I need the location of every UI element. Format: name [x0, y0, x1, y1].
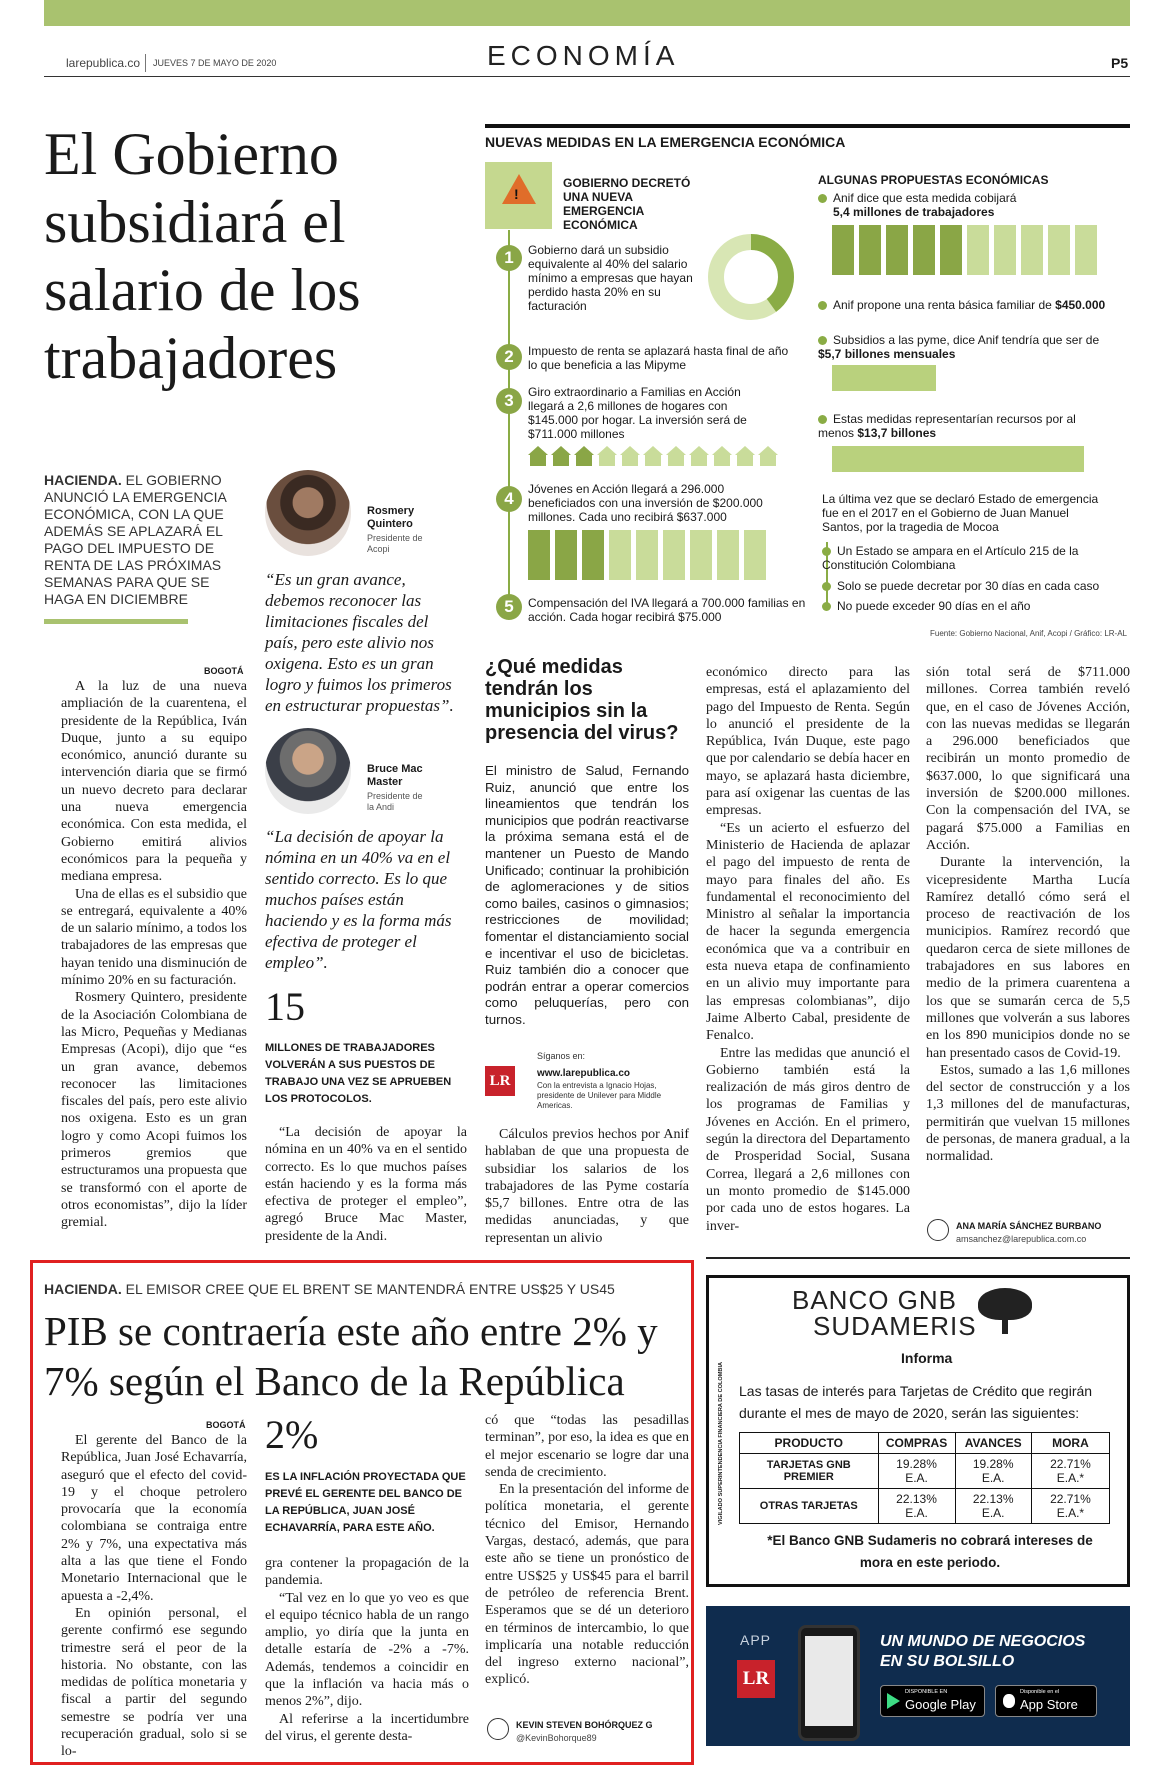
step-5-text: Compensación del IVA llegará a 700.000 familias en acción. Cada hogar recibirá $75.000	[528, 596, 806, 624]
bank-footnote: *El Banco GNB Sudameris no cobrará intereses de mora en este periodo.	[767, 1533, 1093, 1570]
bank-tree-icon	[974, 1288, 1036, 1334]
app-headline: UN MUNDO DE NEGOCIOS EN SU BOLSILLO	[880, 1633, 1086, 1670]
donut-chart	[706, 232, 796, 322]
rates-cell: 22.71% E.A.*	[1031, 1489, 1109, 1524]
quote2-name: Bruce Mac Master	[367, 763, 423, 788]
house-icon	[735, 446, 755, 466]
pib-col3-p1: có que “todas las pesadillas terminan”, por eso, la idea es que en el mejor escenario se logre dar una senda de crecimiento.	[485, 1413, 689, 1480]
pib-stat-value: 2%	[265, 1412, 319, 1457]
pib-lead	[44, 1281, 684, 1297]
infographic-source: Fuente: Gobierno Nacional, Anif, Acopi / Gráfico: LR-AL	[930, 629, 1127, 638]
main-col4	[706, 664, 910, 1235]
house-icon	[597, 446, 617, 466]
proposal-1-text: Anif dice que esta medida cobijará	[833, 191, 1017, 205]
main-col4-p2: “Es un acierto el esfuerzo del Ministerio de Hacienda de aplazar el pago del impuesto de renta de mayo para finales del año. Es fundamental el reconocimiento del Ministro al señalar la importancia de hacer la segunda emergencia económica que va a contribuir en esta nueva etapa de confinamiento en un alivio muy importante para las empresas colombianas”, dijo Jaime Alberto Cabal, presidente de Fenalco.	[706, 820, 910, 1044]
rates-cell: 22.13% E.A.	[955, 1489, 1031, 1524]
header-site[interactable]: larepublica.co	[66, 56, 141, 70]
pib-col1-p2: En opinión personal, el gerente confirmó ese segundo trimestre será el peor de la historia. No obstante, con las medidas de política monetaria y fiscal a partir del segundo semestre se podría ver una recuperación gradual, solo si se lo-	[61, 1605, 247, 1760]
rates-cell: 19.28% E.A.	[878, 1454, 955, 1489]
step-1-text: Gobierno dará un subsidio equivalente al 40% del salario mínimo a empresas que hayan perdido hasta 20% en su facturación	[528, 243, 693, 313]
proposal-3-text: Subsidios a las pyme, dice Anif tendría que ser de	[833, 333, 1100, 347]
person-icon	[636, 530, 658, 580]
step-5-number: 5	[496, 594, 522, 620]
google-small: DISPONIBLE EN	[905, 1689, 948, 1695]
follow-url[interactable]: www.larepublica.co	[537, 1068, 630, 1079]
pib-col2	[265, 1555, 469, 1745]
proposals-title: ALGUNAS PROPUESTAS ECONÓMICAS	[818, 173, 1049, 187]
main-lead	[44, 472, 242, 608]
proposal-2-bullet	[818, 301, 827, 310]
warning-icon-mark: !	[514, 186, 519, 202]
person-icon	[940, 225, 962, 275]
step-4-number: 4	[496, 486, 522, 512]
proposal-2-bold: $450.000	[1055, 298, 1106, 312]
rates-cell: TARJETAS GNB PREMIER	[740, 1454, 879, 1489]
main-col1-p3: Rosmery Quintero, presidente de la Asociación Colombiana de las Micro, Pequeñas y Medianas Empresas (Acopi), dijo que “es un gran avance, debemos reconocer las limitaciones fiscales del país, pero este alivio nos oxigena. Esto es un gran logro y como Acopi fuimos los primeros gremios que estructuramos una propuesta que se transformó con el aporte de otros economistas”, dijo la líder gremial.	[61, 990, 247, 1231]
person-icon	[832, 225, 854, 275]
author2-name: KEVIN STEVEN BOHÓRQUEZ G	[516, 1720, 653, 1730]
author1-email[interactable]: amsanchez@larepublica.com.co	[956, 1234, 1087, 1244]
main-col2-p1: “La decisión de apoyar la nómina en un 40% va en el sentido correcto. Es lo que muchos países están haciendo y es la forma más efectiva de proteger el empleo”, agregó Bruce Mac Master, presidente de la Andi.	[265, 1125, 467, 1244]
person-icon	[609, 530, 631, 580]
pib-col2-p2: “Tal vez en lo que yo veo es que el equipo técnico habla de un rango amplio, yo diría que la junta en detalle estaría de -2% a -7%. Además, tendemos a coincidir en que la inflación va hacia más o menos 2%”, dijo.	[265, 1590, 469, 1710]
proposal-3	[818, 333, 1118, 361]
main-lead-text: EL GOBIERNO ANUNCIÓ LA EMERGENCIA ECONÓMICA, CON LA QUE ADEMÁS SE APLAZARÁ EL PAGO DEL IMPUESTO DE RENTA DE LAS PRÓXIMAS SEMANAS PARA QUE SE HAGA EN DICIEMBRE	[44, 472, 227, 607]
phone-illustration	[798, 1625, 860, 1741]
step-2-text: Impuesto de renta se aplazará hasta final de año lo que beneficia a las Mipyme	[528, 344, 789, 372]
pib-col1-p1: El gerente del Banco de la República, Juan José Echavarría, aseguró que el efecto del covid-19 y el choque petrolero provocaría que la economía colombiana se contraiga entre 2% y 7%, una expectativa más alta a las que tiene el Fondo Monetario Internacional que le apuesta a -2,4%.	[61, 1433, 247, 1604]
step-1-number: 1	[496, 245, 522, 271]
proposal-2-text: Anif propone una renta básica familiar de	[833, 298, 1052, 312]
rates-cell: 19.28% E.A.	[955, 1454, 1031, 1489]
rates-cell: OTRAS TARJETAS	[740, 1489, 879, 1524]
history-text: La última vez que se declaró Estado de emergencia fue en el 2017 en el Gobierno de Juan Manuel Santos, por la tragedia de Mocoa	[822, 492, 1099, 534]
rates-header-cell: AVANCES	[955, 1433, 1031, 1454]
house-icon	[758, 446, 778, 466]
person-icon	[886, 225, 908, 275]
rates-header-cell: PRODUCTO	[740, 1433, 879, 1454]
section-rule	[706, 1257, 1130, 1259]
main-col1	[61, 678, 247, 1232]
proposal-2	[818, 298, 1138, 312]
rule-2-bullet	[822, 582, 831, 591]
main-col3b-p1: Cálculos previos hechos por Anif hablaban de que una propuesta de subsidiar los salarios de los trabajadores de las Pyme costaría $5,7 billones. Entre otra de las medidas anunciadas, y que representan un alivio	[485, 1127, 689, 1246]
proposal-1-bullet	[818, 194, 827, 203]
header-divider	[145, 54, 146, 72]
main-col4-p1: económico directo para las empresas, está el aplazamiento del pago del Impuesto de Renta. Según lo anunció el presidente de la República, Iván Duque, este pago que por calendario se debía hacer en mayo, se aplazará hasta diciembre, para así oxigenar las cuentas de las empresas.	[706, 665, 910, 819]
main-col2	[265, 1124, 467, 1245]
rule-3-bullet	[822, 602, 831, 611]
google-play-badge[interactable]	[880, 1685, 985, 1717]
rule-1-text: Un Estado se ampara en el Artículo 215 de la Constitución Colombiana	[822, 544, 1079, 572]
rates-cell: 22.13% E.A.	[878, 1489, 955, 1524]
pib-kicker: HACIENDA.	[44, 1281, 122, 1297]
sub-headline: ¿Qué medidas tendrán los municipios sin la presencia del virus?	[485, 656, 679, 744]
header-date: JUEVES 7 DE MAYO DE 2020	[153, 58, 277, 68]
pib-lead-text: EL EMISOR CREE QUE EL BRENT SE MANTENDRÁ ENTRE US$25 Y US45	[125, 1281, 615, 1297]
person-icon	[1021, 225, 1043, 275]
infographic-title: NUEVAS MEDIDAS EN LA EMERGENCIA ECONÓMICA	[485, 134, 846, 150]
person-icon	[744, 530, 766, 580]
warning-icon	[502, 174, 536, 204]
rule-1	[822, 544, 1122, 572]
app-lr-logo: LR	[737, 1660, 775, 1698]
main-kicker: HACIENDA.	[44, 472, 122, 488]
house-icon	[712, 446, 732, 466]
proposal-3-bold: $5,7 billones mensuales	[818, 347, 956, 361]
person-icon	[859, 225, 881, 275]
rates-table	[739, 1432, 1110, 1524]
rule-2-text: Solo se puede decretar por 30 días en cada caso	[837, 579, 1100, 593]
person-icon	[555, 530, 577, 580]
bank-logo-line1: BANCO GNB	[792, 1285, 958, 1315]
follow-label: Síganos en:	[537, 1051, 586, 1061]
app-store-badge[interactable]	[995, 1685, 1097, 1717]
avatar-mac-master	[265, 728, 351, 814]
google-play-icon	[887, 1693, 900, 1709]
author1-name: ANA MARÍA SÁNCHEZ BURBANO	[956, 1221, 1102, 1231]
app-label: APP	[740, 1632, 772, 1648]
proposal-1	[818, 191, 1068, 219]
rates-row	[740, 1489, 1110, 1524]
author2-handle[interactable]: @KevinBohorque89	[516, 1733, 597, 1743]
proposal-4-bar	[832, 446, 1084, 472]
rule-3-text: No puede exceder 90 días en el año	[837, 599, 1031, 613]
pib-col3	[485, 1412, 689, 1689]
pib-col2-p3: Al referirse a la incertidumbre del virus, el gerente desta-	[265, 1711, 469, 1744]
quote2-role: Presidente de la Andi	[367, 791, 423, 812]
top-color-bar	[44, 0, 1130, 26]
header-rule	[44, 76, 1130, 77]
stat-15-caption: MILLONES DE TRABAJADORES VOLVERÁN A SUS PUESTOS DE TRABAJO UNA VEZ SE APRUEBEN LOS PROTOCOLOS.	[265, 1042, 452, 1105]
person-icon	[1075, 225, 1097, 275]
person-icon	[690, 530, 712, 580]
main-col5-p1: sión total será de $711.000 millones. Correa también reveló que, en el caso de Jóvenes Acción, con las nuevas medidas se llegarán a 296.000 beneficiados que recibirán un monto promedio de $637.000, lo que significará una inversión de $200.000 millones. Con la compensación del IVA, se pagará $75.000 a Familias en Acción.	[926, 665, 1130, 853]
main-col3-p1: El ministro de Salud, Fernando Ruiz, anunció que entre los lineamientos que tendrán los municipios que podrán reactivarse la próxima semana está el de mantener un Puesto de Mando Unificado; continuar la prohibición de aglomeraciones y de sitios como bailes, casinos o gimnasios; restricciones de movilidad; fomentar el distanciamiento social e incentivar el uso de bicicletas. Ruiz también dio a conocer que podrán entrar a operar comercios como peluquerías, pero con turnos.	[485, 763, 689, 1027]
pib-stat-caption: ES LA INFLACIÓN PROYECTADA QUE PREVÉ EL GERENTE DEL BANCO DE LA REPÚBLICA, JUAN JOSÉ ECHAVARRÍA, PARA ESTE AÑO.	[265, 1471, 466, 1534]
page-number: P5	[1111, 55, 1129, 71]
author2-icon	[487, 1718, 509, 1740]
house-icon	[551, 446, 571, 466]
apple-icon	[1003, 1694, 1015, 1708]
house-icon	[574, 446, 594, 466]
proposal-4-bullet	[818, 415, 827, 424]
bank-intro: Las tasas de interés para Tarjetas de Crédito que regirán durante el mes de mayo de 2020, serán las siguientes:	[739, 1383, 1093, 1421]
rates-row	[740, 1454, 1110, 1489]
main-col4-p3: Entre las medidas que anunció el Gobierno también está la realización de más giros dentro de los programas de Familias y Jóvenes en Acción. En el primero, según la directora del Departamento de Prosperidad Social, Susana Correa, llegará a 2,6 millones con un monto promedio de $145.000 por cada uno de estos hogares. La inver-	[706, 1045, 910, 1234]
bank-vigilado: VIGILADO SUPERINTENDENCIA FINANCIERA DE COLOMBIA	[718, 1361, 724, 1525]
lead-underline	[44, 619, 188, 624]
proposal-4	[818, 412, 1078, 440]
section-title: ECONOMÍA	[487, 40, 680, 71]
apple-small: Disponible en el	[1020, 1689, 1060, 1695]
author1-email-icon	[927, 1219, 949, 1241]
person-icon	[913, 225, 935, 275]
house-icon	[689, 446, 709, 466]
person-icon	[994, 225, 1016, 275]
people-row-1	[528, 530, 788, 582]
main-dateline: BOGOTÁ	[204, 666, 244, 676]
bank-logo-line2: SUDAMERIS	[813, 1311, 977, 1341]
main-col3	[485, 763, 689, 1029]
main-col5-p3: Estos, sumado a las 1,6 millones del sector de construcción y a los 1,3 millones del de manufacturas, permitirán que vuelvan 15 millones de personas, de manera gradual, a la normalidad.	[926, 1062, 1130, 1165]
step-3-text: Giro extraordinario a Familias en Acción llegará a 2,6 millones de hogares con $145.000 por hogar. La inversión será de $711.000 millones	[528, 385, 747, 441]
steps-vertical-line	[508, 230, 510, 610]
warning-text: GOBIERNO DECRETÓ UNA NUEVA EMERGENCIA ECONÓMICA	[563, 176, 691, 232]
pib-col3-p2: En la presentación del informe de política monetaria, el gerente técnico del Emisor, Hernando Vargas, destacó, además, que para este año se tiene un pronóstico de entre US$25 y US$45 para el barril de petróleo de referencia Brent. Esperamos que se dé un deterioro en términos de intercambio, lo que implicaría una notable reducción del ingreso externo nacional”, explicó.	[485, 1482, 689, 1688]
main-col5-p2: Durante la intervención, la vicepresidente Martha Lucía Ramírez detalló cómo será el proceso de reactivación de los municipios. Ramírez recordó que quedaron cerca de siete millones de trabajadores en sus labores en medio de la primera cuarentena a los que se sumarán cerca de 5,5 millones que volverán a sus labores en los 890 municipios donde no se han presentado casos de Covid-19.	[926, 855, 1130, 1061]
proposal-1-bold: 5,4 millones de trabajadores	[833, 205, 995, 219]
google-big: Google Play	[905, 1697, 976, 1712]
house-icon	[528, 446, 548, 466]
people-row-2	[832, 225, 1132, 277]
person-icon	[967, 225, 989, 275]
bank-informa: Informa	[901, 1350, 953, 1366]
infographic-title-rule	[485, 124, 1130, 128]
pib-col1	[61, 1432, 247, 1761]
step-4-text: Jóvenes en Acción llegará a 296.000 beneficiados con una inversión de $200.000 millones. Cada uno recibirá $637.000	[528, 482, 763, 524]
step-3-number: 3	[496, 388, 522, 414]
pib-col2-p1: gra contener la propagación de la pandemia.	[265, 1556, 469, 1589]
houses-row	[528, 446, 788, 468]
rule-3	[822, 599, 1122, 613]
person-icon	[582, 530, 604, 580]
main-col1-p2: Una de ellas es el subsidio que se entregará, equivalente a 40% de un salario mínimo, a todos los trabajadores de las empresas que hayan tenido una disminución de mínimo 20% en su facturación.	[61, 886, 247, 989]
proposal-3-bullet	[818, 336, 827, 345]
pib-headline: PIB se contraería este año entre 2% y 7% según el Banco de la República	[44, 1308, 658, 1404]
rates-cell: 22.71% E.A.*	[1031, 1454, 1109, 1489]
quote1-name: Rosmery Quintero	[367, 505, 415, 530]
apple-big: App Store	[1020, 1697, 1078, 1712]
proposal-4-bold: $13,7 billones	[857, 426, 937, 440]
rule-1-bullet	[822, 547, 831, 556]
main-col1-p1: A la luz de una nueva ampliación de la cuarentena, el presidente de la República, Iván Duque, junto a su equipo económico, anunció durante su intervención diaria que se firmó un nuevo decreto para declarar una nueva emergencia económica. Con esta medida, el Gobierno emitirá alivios económicos para la pequeña y mediana empresa.	[61, 679, 247, 885]
rates-header-cell: COMPRAS	[878, 1433, 955, 1454]
quote2-text: “La decisión de apoyar la nómina en un 40% va en el sentido correcto. Es lo que muchos países están haciendo y es la forma más efectiva de proteger el empleo”.	[265, 827, 452, 972]
main-headline: El Gobierno subsidiará el salario de los trabajadores	[44, 121, 361, 391]
rule-2	[822, 579, 1122, 593]
lr-follow-logo[interactable]: LR	[485, 1066, 515, 1096]
main-col5	[926, 664, 1130, 1166]
avatar-quintero	[265, 470, 351, 556]
house-icon	[643, 446, 663, 466]
quote1-role: Presidente de Acopi	[367, 533, 423, 554]
rates-header-cell: MORA	[1031, 1433, 1109, 1454]
house-icon	[620, 446, 640, 466]
person-icon	[717, 530, 739, 580]
proposal-3-bar	[832, 365, 936, 391]
person-icon	[1048, 225, 1070, 275]
person-icon	[528, 530, 550, 580]
person-icon	[663, 530, 685, 580]
main-col3b	[485, 1126, 689, 1247]
house-icon	[666, 446, 686, 466]
step-2-number: 2	[496, 344, 522, 370]
quote1-text: “Es un gran avance, debemos reconocer las limitaciones fiscales del país, pero este alivio nos oxigena. Esto es un gran logro y fuimos los primeros en estructurar propuestas”.	[265, 570, 454, 715]
follow-note: Con la entrevista a Ignacio Hojas, presidente de Unilever para Middle Americas.	[537, 1081, 662, 1110]
proposal-4-text: Estas medidas representarían recursos por al menos	[818, 412, 1076, 440]
pib-dateline: BOGOTÁ	[206, 1420, 246, 1430]
stat-15-value: 15	[265, 984, 305, 1029]
